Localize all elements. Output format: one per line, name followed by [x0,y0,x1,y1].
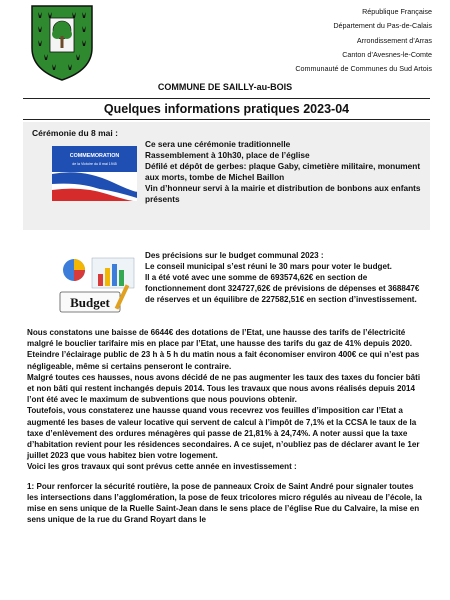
header-line-republic: République Française [362,7,432,16]
commemoration-caption: COMMEMORATION [69,153,120,159]
paragraph-spacer [27,473,425,481]
header-line-canton: Canton d’Avesnes-le-Comte [342,49,432,59]
budget-image [52,256,137,316]
ceremony-line-4: Vin d’honneur servi à la mairie et distribution de bonbons aux enfants présents [145,183,421,204]
budget-intro [145,250,425,305]
header-line-department: Département du Pas-de-Calais [333,21,432,31]
header-line-communaute: Communauté de Communes du Sud Artois [295,64,432,74]
ceremony-line-1: Ce sera une cérémonie traditionnelle [145,139,291,149]
paragraph-taxes: Malgré toutes ces hausses, nous avons décidé de ne pas augmenter les taux des taxes du foncier bâti et non bâti qui restent inchangés depuis 2014. Tous les travaux que nous avons réalisés depuis 2014 l’ont été avec le maximum de subventions que nous pouvions obtenir. [27,372,421,405]
header-line-arrondissement: Arrondissement d’Arras [356,35,432,45]
budget-amounts: Il a été voté avec une somme de 693574,62€ en section de fonctionnement dont 324727,62€ de prévisions de dépenses et 368847€ de réserves et un équilibre de 227582,51€ en section d’investissement. [145,273,420,304]
commemoration-subcaption: de la Victoire du 8 mai 1945 [72,162,117,166]
administrative-header [295,5,432,76]
coat-of-arms-logo [30,4,94,82]
main-body-text [27,327,425,525]
paragraph-imposition: Toutefois, vous constaterez une hausse quand vous recevrez vos feuilles d’imposition car l’Etat a augmenté les bases de valeur locative qui servent de calcul à l’impôt de 7,1% et la CCSA le taux de la taxe d’enlèvement des ordures ménagères qui passe de 21,81% à 24,74%. A noter aussi que la taxe d’habitation revient pour les résidences secondaires. A ce sujet, n’oubliez pas de déclarer avant le 1er juillet 2023 que vous habitez bien votre logement. [27,406,420,461]
commemoration-image [52,146,137,201]
commune-name: COMMUNE DE SAILLY-au-BOIS [157,82,293,92]
paragraph-road-safety: 1: Pour renforcer la sécurité routière, la pose de panneaux Croix de Saint André pour signaler toutes les intersections dans l’agglomération, la pose de feux tricolores micro régulés au niveau de l’école, la mise en sens unique de la Ruelle Saint-Jean dans le sens place de l’église Rue du Calvaire, la mise en sens unique de la rue du Grand Royart dans le [27,481,422,525]
paragraph-dotations: Nous constatons une baisse de 6644€ des dotations de l’Etat, une hausse des tarifs de l’électricité malgré le bouclier tarifaire mis en place par l’Etat, une hausse des tarifs du gaz de 41% depuis 2020. Eteindre l’éclairage public de 23 h à 5 h du matin nous a fait économiser environ 400€ ce qui n’est pas négligeable, même si certains penseront le contraire. [27,328,420,371]
budget-image-label: Budget [70,295,110,310]
ceremony-line-3: Défilé et dépôt de gerbes: plaque Gaby, cimetière militaire, monument aux morts, tombe de Michel Baillon [145,161,421,182]
paragraph-works-intro: Voici les gros travaux qui sont prévus cette année en investissement : [27,462,297,472]
budget-vote-line: Le conseil municipal s’est réuni le 30 mars pour voter le budget. [145,262,392,271]
ceremony-details [145,139,425,205]
page-title: Quelques informations pratiques 2023-04 [23,98,430,120]
ceremony-heading: Cérémonie du 8 mai : [32,128,118,138]
budget-heading: Des précisions sur le budget communal 2023 : [145,251,324,260]
ceremony-line-2: Rassemblement à 10h30, place de l’église [145,150,310,160]
